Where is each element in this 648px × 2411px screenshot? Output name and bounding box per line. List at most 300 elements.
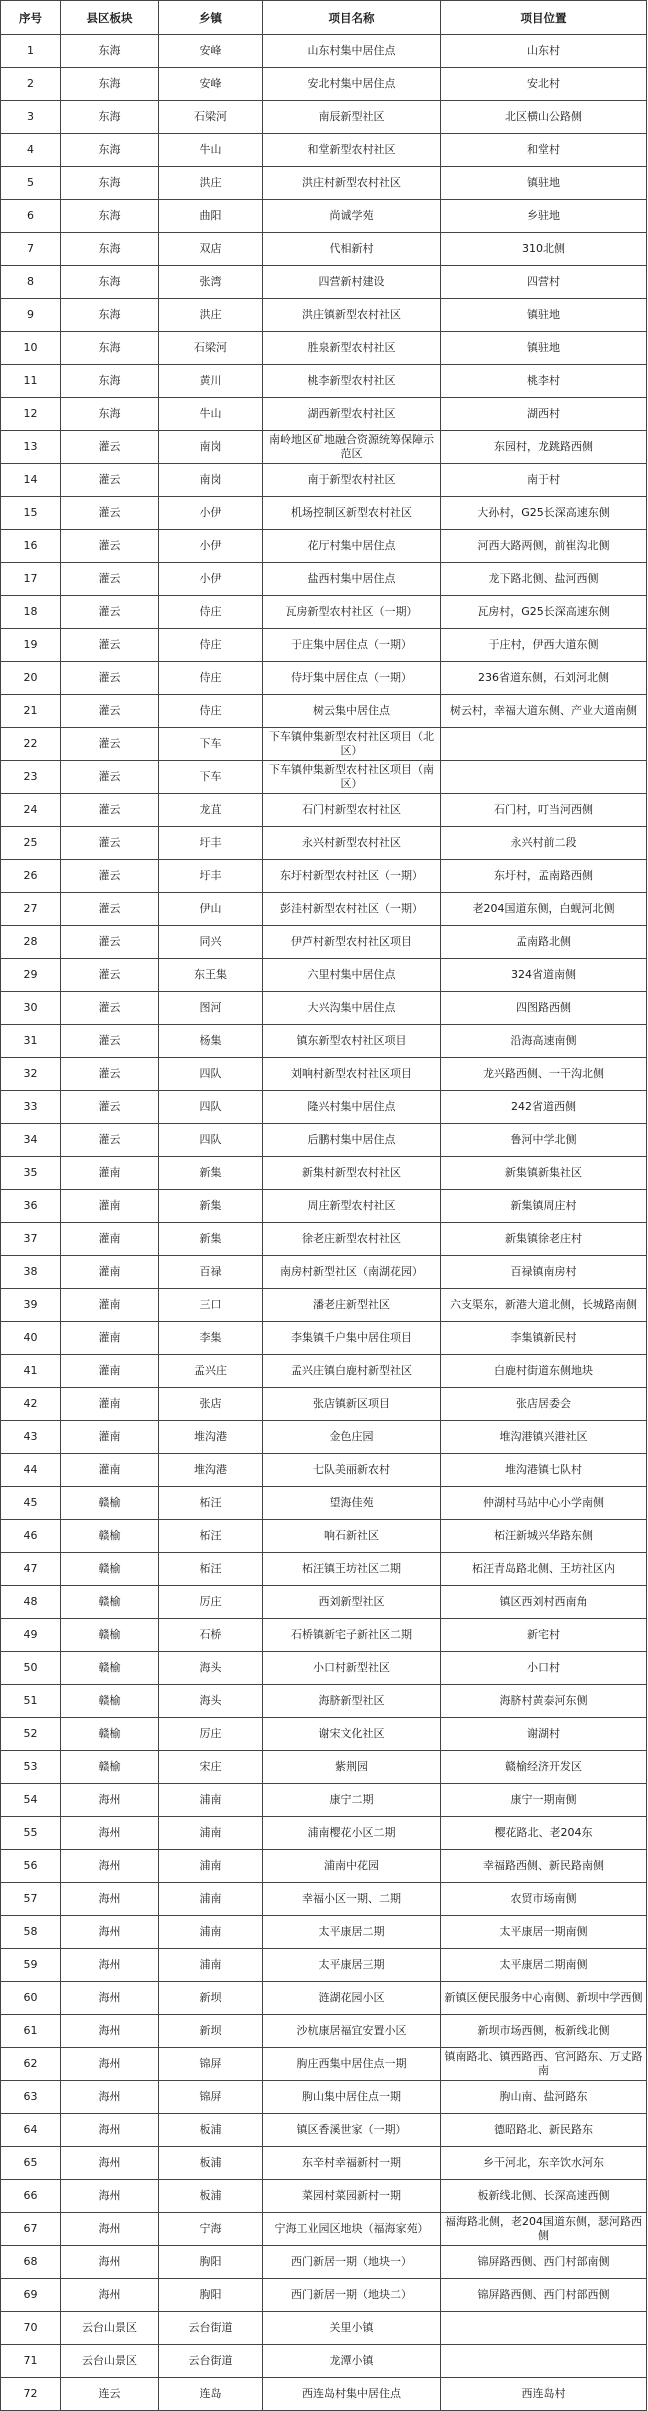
cell-index: 60 bbox=[1, 1982, 61, 2015]
table-row bbox=[1, 2312, 647, 2345]
cell-project-location: 新宅村 bbox=[441, 1619, 647, 1652]
cell-index: 2 bbox=[1, 68, 61, 101]
cell-project-name: 机场控制区新型农村社区 bbox=[263, 497, 441, 530]
cell-town: 宋庄 bbox=[159, 1751, 263, 1784]
cell-index: 8 bbox=[1, 266, 61, 299]
cell-county: 海州 bbox=[61, 1784, 159, 1817]
cell-project-name: 新集村新型农村社区 bbox=[263, 1157, 441, 1190]
table-row bbox=[1, 68, 647, 101]
cell-town: 南岗 bbox=[159, 431, 263, 464]
cell-town: 伊山 bbox=[159, 893, 263, 926]
table-row bbox=[1, 464, 647, 497]
cell-index: 40 bbox=[1, 1322, 61, 1355]
table-row bbox=[1, 1487, 647, 1520]
cell-project-location: 沿海高速南侧 bbox=[441, 1025, 647, 1058]
cell-town: 新集 bbox=[159, 1157, 263, 1190]
cell-project-location: 堆沟港镇兴港社区 bbox=[441, 1421, 647, 1454]
cell-project-name: 沙杭康居福宜安置小区 bbox=[263, 2015, 441, 2048]
cell-project-location: 东园村，龙跳路西侧 bbox=[441, 431, 647, 464]
cell-project-location: 百禄镇南房村 bbox=[441, 1256, 647, 1289]
cell-town: 板浦 bbox=[159, 2147, 263, 2180]
cell-town: 连岛 bbox=[159, 2378, 263, 2411]
cell-index: 35 bbox=[1, 1157, 61, 1190]
cell-index: 28 bbox=[1, 926, 61, 959]
cell-index: 20 bbox=[1, 662, 61, 695]
cell-project-location bbox=[441, 728, 647, 761]
cell-index: 57 bbox=[1, 1883, 61, 1916]
cell-project-location: 堆沟港镇七队村 bbox=[441, 1454, 647, 1487]
cell-county: 灌云 bbox=[61, 728, 159, 761]
cell-project-name: 尚诚学苑 bbox=[263, 200, 441, 233]
cell-project-name: 南房村新型社区（南湖花园） bbox=[263, 1256, 441, 1289]
cell-county: 东海 bbox=[61, 365, 159, 398]
cell-project-location: 新集镇新集社区 bbox=[441, 1157, 647, 1190]
cell-town: 四队 bbox=[159, 1124, 263, 1157]
cell-project-name: 幸福小区一期、二期 bbox=[263, 1883, 441, 1916]
cell-town: 黄川 bbox=[159, 365, 263, 398]
cell-project-name: 瓦房新型农村社区（一期） bbox=[263, 596, 441, 629]
cell-town: 小伊 bbox=[159, 563, 263, 596]
cell-project-name: 周庄新型农村社区 bbox=[263, 1190, 441, 1223]
cell-index: 69 bbox=[1, 2279, 61, 2312]
table-row bbox=[1, 332, 647, 365]
cell-project-location: 桃李村 bbox=[441, 365, 647, 398]
table-row bbox=[1, 1817, 647, 1850]
cell-town: 圩丰 bbox=[159, 827, 263, 860]
cell-project-name: 山东村集中居住点 bbox=[263, 35, 441, 68]
table-row bbox=[1, 2081, 647, 2114]
cell-project-location: 镇南路北、镇西路西、官河路东、万丈路南 bbox=[441, 2048, 647, 2081]
table-row bbox=[1, 1289, 647, 1322]
cell-project-name: 盐西村集中居住点 bbox=[263, 563, 441, 596]
cell-index: 33 bbox=[1, 1091, 61, 1124]
cell-project-location: 大孙村，G25长深高速东侧 bbox=[441, 497, 647, 530]
table-row bbox=[1, 1916, 647, 1949]
cell-project-name: 镇东新型农村社区项目 bbox=[263, 1025, 441, 1058]
cell-project-name: 响石新社区 bbox=[263, 1520, 441, 1553]
cell-town: 新坝 bbox=[159, 1982, 263, 2015]
table-row bbox=[1, 101, 647, 134]
cell-town: 新集 bbox=[159, 1190, 263, 1223]
cell-index: 70 bbox=[1, 2312, 61, 2345]
table-row bbox=[1, 398, 647, 431]
cell-town: 板浦 bbox=[159, 2114, 263, 2147]
cell-project-name: 伊芦村新型农村社区项目 bbox=[263, 926, 441, 959]
cell-project-location: 农贸市场南侧 bbox=[441, 1883, 647, 1916]
table-row bbox=[1, 1784, 647, 1817]
cell-index: 39 bbox=[1, 1289, 61, 1322]
cell-county: 东海 bbox=[61, 299, 159, 332]
table-row bbox=[1, 1388, 647, 1421]
cell-index: 27 bbox=[1, 893, 61, 926]
cell-project-location: 310北侧 bbox=[441, 233, 647, 266]
cell-index: 36 bbox=[1, 1190, 61, 1223]
cell-index: 48 bbox=[1, 1586, 61, 1619]
cell-index: 61 bbox=[1, 2015, 61, 2048]
cell-project-name: 东圩村新型农村社区（一期） bbox=[263, 860, 441, 893]
cell-town: 南岗 bbox=[159, 464, 263, 497]
cell-town: 浦南 bbox=[159, 1916, 263, 1949]
cell-index: 53 bbox=[1, 1751, 61, 1784]
cell-town: 小伊 bbox=[159, 530, 263, 563]
cell-index: 63 bbox=[1, 2081, 61, 2114]
cell-index: 68 bbox=[1, 2246, 61, 2279]
cell-project-location: 236省道东侧，石刘河北侧 bbox=[441, 662, 647, 695]
table-row bbox=[1, 200, 647, 233]
cell-county: 灌南 bbox=[61, 1421, 159, 1454]
cell-town: 曲阳 bbox=[159, 200, 263, 233]
table-row bbox=[1, 1685, 647, 1718]
table-row bbox=[1, 1322, 647, 1355]
cell-county: 灌南 bbox=[61, 1223, 159, 1256]
cell-county: 灌云 bbox=[61, 596, 159, 629]
cell-index: 58 bbox=[1, 1916, 61, 1949]
cell-project-name: 安北村集中居住点 bbox=[263, 68, 441, 101]
cell-county: 海州 bbox=[61, 2147, 159, 2180]
table-row bbox=[1, 1058, 647, 1091]
cell-town: 下车 bbox=[159, 761, 263, 794]
cell-town: 浦南 bbox=[159, 1949, 263, 1982]
cell-town: 板浦 bbox=[159, 2180, 263, 2213]
cell-project-location: 仲湖村马站中心小学南侧 bbox=[441, 1487, 647, 1520]
cell-project-location: 镇驻地 bbox=[441, 299, 647, 332]
cell-project-name: 龙潭小镇 bbox=[263, 2345, 441, 2378]
cell-project-location: 南于村 bbox=[441, 464, 647, 497]
cell-index: 12 bbox=[1, 398, 61, 431]
cell-county: 灌云 bbox=[61, 926, 159, 959]
cell-county: 灌云 bbox=[61, 827, 159, 860]
table-row bbox=[1, 992, 647, 1025]
cell-town: 四队 bbox=[159, 1058, 263, 1091]
cell-project-name: 花厅村集中居住点 bbox=[263, 530, 441, 563]
cell-town: 孟兴庄 bbox=[159, 1355, 263, 1388]
cell-county: 灌云 bbox=[61, 497, 159, 530]
table-row bbox=[1, 1652, 647, 1685]
cell-project-location: 李集镇新民村 bbox=[441, 1322, 647, 1355]
table-row bbox=[1, 1421, 647, 1454]
cell-index: 24 bbox=[1, 794, 61, 827]
cell-county: 东海 bbox=[61, 68, 159, 101]
table-row bbox=[1, 1124, 647, 1157]
cell-county: 灌云 bbox=[61, 662, 159, 695]
cell-project-name: 六里村集中居住点 bbox=[263, 959, 441, 992]
cell-county: 灌南 bbox=[61, 1256, 159, 1289]
cell-town: 海头 bbox=[159, 1652, 263, 1685]
cell-project-location: 老204国道东侧，白蚬河北侧 bbox=[441, 893, 647, 926]
cell-index: 55 bbox=[1, 1817, 61, 1850]
cell-county: 灌云 bbox=[61, 992, 159, 1025]
cell-project-name: 下车镇仲集新型农村社区项目（南区） bbox=[263, 761, 441, 794]
cell-project-location: 小口村 bbox=[441, 1652, 647, 1685]
cell-project-location: 树云村，幸福大道东侧、产业大道南侧 bbox=[441, 695, 647, 728]
table-row bbox=[1, 1982, 647, 2015]
cell-town: 双店 bbox=[159, 233, 263, 266]
header-county: 县区板块 bbox=[61, 1, 159, 35]
cell-project-location: 鲁河中学北侧 bbox=[441, 1124, 647, 1157]
cell-county: 灌南 bbox=[61, 1454, 159, 1487]
cell-county: 东海 bbox=[61, 233, 159, 266]
table-row bbox=[1, 563, 647, 596]
table-row bbox=[1, 1223, 647, 1256]
table-row bbox=[1, 695, 647, 728]
cell-index: 72 bbox=[1, 2378, 61, 2411]
cell-project-location: 龙兴路西侧、一干沟北侧 bbox=[441, 1058, 647, 1091]
table-row bbox=[1, 2279, 647, 2312]
cell-project-location: 于庄村，伊西大道东侧 bbox=[441, 629, 647, 662]
cell-county: 灌南 bbox=[61, 1289, 159, 1322]
cell-project-location: 乡干河北，东辛饮水河东 bbox=[441, 2147, 647, 2180]
cell-project-name: 徐老庄新型农村社区 bbox=[263, 1223, 441, 1256]
cell-index: 41 bbox=[1, 1355, 61, 1388]
cell-town: 安峰 bbox=[159, 68, 263, 101]
cell-project-location: 湖西村 bbox=[441, 398, 647, 431]
cell-county: 东海 bbox=[61, 101, 159, 134]
table-row bbox=[1, 860, 647, 893]
table-row bbox=[1, 2114, 647, 2147]
cell-county: 赣榆 bbox=[61, 1520, 159, 1553]
cell-town: 石梁河 bbox=[159, 332, 263, 365]
cell-town: 圩丰 bbox=[159, 860, 263, 893]
cell-project-name: 于庄集中居住点（一期） bbox=[263, 629, 441, 662]
cell-index: 34 bbox=[1, 1124, 61, 1157]
cell-town: 张湾 bbox=[159, 266, 263, 299]
cell-index: 3 bbox=[1, 101, 61, 134]
cell-project-location: 新坝市场西侧，板新线北侧 bbox=[441, 2015, 647, 2048]
cell-index: 17 bbox=[1, 563, 61, 596]
cell-county: 东海 bbox=[61, 332, 159, 365]
cell-index: 7 bbox=[1, 233, 61, 266]
cell-project-location: 海脐村黄泰河东侧 bbox=[441, 1685, 647, 1718]
cell-index: 9 bbox=[1, 299, 61, 332]
cell-county: 灌云 bbox=[61, 530, 159, 563]
table-row bbox=[1, 35, 647, 68]
cell-project-name: 太平康居三期 bbox=[263, 1949, 441, 1982]
cell-project-name: 石桥镇新宅子新社区二期 bbox=[263, 1619, 441, 1652]
cell-county: 海州 bbox=[61, 2081, 159, 2114]
cell-town: 侍庄 bbox=[159, 662, 263, 695]
cell-project-name: 树云集中居住点 bbox=[263, 695, 441, 728]
cell-town: 龙苴 bbox=[159, 794, 263, 827]
cell-project-location: 324省道南侧 bbox=[441, 959, 647, 992]
cell-project-name: 菜园村菜园新村一期 bbox=[263, 2180, 441, 2213]
cell-county: 海州 bbox=[61, 1982, 159, 2015]
table-row bbox=[1, 134, 647, 167]
cell-project-location: 西连岛村 bbox=[441, 2378, 647, 2411]
cell-project-name: 康宁二期 bbox=[263, 1784, 441, 1817]
cell-project-location: 德昭路北、新民路东 bbox=[441, 2114, 647, 2147]
cell-project-location: 安北村 bbox=[441, 68, 647, 101]
cell-town: 浦南 bbox=[159, 1784, 263, 1817]
cell-project-name: 洪庄村新型农村社区 bbox=[263, 167, 441, 200]
cell-county: 赣榆 bbox=[61, 1751, 159, 1784]
cell-town: 同兴 bbox=[159, 926, 263, 959]
cell-county: 灌云 bbox=[61, 629, 159, 662]
cell-county: 赣榆 bbox=[61, 1718, 159, 1751]
cell-project-name: 大兴沟集中居住点 bbox=[263, 992, 441, 1025]
table-row bbox=[1, 1355, 647, 1388]
cell-county: 赣榆 bbox=[61, 1652, 159, 1685]
table-row bbox=[1, 1586, 647, 1619]
cell-project-name: 望海佳苑 bbox=[263, 1487, 441, 1520]
cell-county: 海州 bbox=[61, 1817, 159, 1850]
cell-town: 杨集 bbox=[159, 1025, 263, 1058]
cell-project-location: 242省道西侧 bbox=[441, 1091, 647, 1124]
cell-project-location: 孟南路北侧 bbox=[441, 926, 647, 959]
cell-town: 厉庄 bbox=[159, 1718, 263, 1751]
cell-county: 海州 bbox=[61, 1883, 159, 1916]
table-row bbox=[1, 1157, 647, 1190]
table-row bbox=[1, 431, 647, 464]
cell-project-name: 南岭地区矿地融合资源统筹保障示范区 bbox=[263, 431, 441, 464]
cell-town: 牛山 bbox=[159, 398, 263, 431]
cell-project-location: 四图路西侧 bbox=[441, 992, 647, 1025]
cell-project-location: 镇区西刘村西南角 bbox=[441, 1586, 647, 1619]
cell-project-location bbox=[441, 2312, 647, 2345]
cell-project-name: 浦南中花园 bbox=[263, 1850, 441, 1883]
cell-index: 71 bbox=[1, 2345, 61, 2378]
cell-index: 23 bbox=[1, 761, 61, 794]
cell-county: 赣榆 bbox=[61, 1586, 159, 1619]
cell-project-name: 浦南樱花小区二期 bbox=[263, 1817, 441, 1850]
cell-county: 海州 bbox=[61, 2180, 159, 2213]
cell-project-location: 乡驻地 bbox=[441, 200, 647, 233]
cell-project-location: 瓦房村，G25长深高速东侧 bbox=[441, 596, 647, 629]
cell-index: 10 bbox=[1, 332, 61, 365]
cell-county: 海州 bbox=[61, 2048, 159, 2081]
cell-project-name: 下车镇仲集新型农村社区项目（北区） bbox=[263, 728, 441, 761]
cell-index: 59 bbox=[1, 1949, 61, 1982]
cell-town: 堆沟港 bbox=[159, 1454, 263, 1487]
cell-index: 45 bbox=[1, 1487, 61, 1520]
cell-county: 灌云 bbox=[61, 464, 159, 497]
cell-town: 三口 bbox=[159, 1289, 263, 1322]
cell-project-name: 朐山集中居住点一期 bbox=[263, 2081, 441, 2114]
table-row bbox=[1, 959, 647, 992]
cell-project-name: 胜泉新型农村社区 bbox=[263, 332, 441, 365]
cell-index: 44 bbox=[1, 1454, 61, 1487]
cell-index: 66 bbox=[1, 2180, 61, 2213]
cell-project-name: 洪庄镇新型农村社区 bbox=[263, 299, 441, 332]
cell-project-name: 孟兴庄镇白鹿村新型社区 bbox=[263, 1355, 441, 1388]
cell-town: 石桥 bbox=[159, 1619, 263, 1652]
table-row bbox=[1, 497, 647, 530]
cell-town: 新坝 bbox=[159, 2015, 263, 2048]
cell-project-location: 康宁一期南侧 bbox=[441, 1784, 647, 1817]
cell-project-name: 紫荆园 bbox=[263, 1751, 441, 1784]
table-row bbox=[1, 1751, 647, 1784]
cell-index: 16 bbox=[1, 530, 61, 563]
cell-county: 灌云 bbox=[61, 431, 159, 464]
cell-project-name: 永兴村新型农村社区 bbox=[263, 827, 441, 860]
cell-county: 海州 bbox=[61, 1916, 159, 1949]
table-row bbox=[1, 2213, 647, 2246]
cell-county: 海州 bbox=[61, 2279, 159, 2312]
cell-project-name: 湖西新型农村社区 bbox=[263, 398, 441, 431]
cell-town: 张店 bbox=[159, 1388, 263, 1421]
cell-project-location: 锦屏路西侧、西门村部南侧 bbox=[441, 2246, 647, 2279]
cell-county: 云台山景区 bbox=[61, 2345, 159, 2378]
cell-project-location: 幸福路西侧、新民路南侧 bbox=[441, 1850, 647, 1883]
cell-town: 朐阳 bbox=[159, 2246, 263, 2279]
cell-county: 海州 bbox=[61, 2015, 159, 2048]
cell-county: 海州 bbox=[61, 1949, 159, 1982]
cell-county: 灌云 bbox=[61, 959, 159, 992]
cell-project-location: 东圩村，孟南路西侧 bbox=[441, 860, 647, 893]
cell-index: 51 bbox=[1, 1685, 61, 1718]
cell-county: 连云 bbox=[61, 2378, 159, 2411]
cell-town: 厉庄 bbox=[159, 1586, 263, 1619]
cell-county: 灌云 bbox=[61, 1058, 159, 1091]
cell-index: 38 bbox=[1, 1256, 61, 1289]
cell-project-name: 西连岛村集中居住点 bbox=[263, 2378, 441, 2411]
table-row bbox=[1, 365, 647, 398]
cell-project-location: 樱花路北、老204东 bbox=[441, 1817, 647, 1850]
table-row bbox=[1, 1520, 647, 1553]
cell-project-location: 柘汪新城兴华路东侧 bbox=[441, 1520, 647, 1553]
cell-county: 海州 bbox=[61, 2213, 159, 2246]
table-row bbox=[1, 2147, 647, 2180]
cell-project-name: 南辰新型社区 bbox=[263, 101, 441, 134]
cell-index: 42 bbox=[1, 1388, 61, 1421]
table-row bbox=[1, 1883, 647, 1916]
cell-project-name: 石门村新型农村社区 bbox=[263, 794, 441, 827]
cell-index: 18 bbox=[1, 596, 61, 629]
table-row bbox=[1, 1025, 647, 1058]
table-row bbox=[1, 2048, 647, 2081]
cell-project-location: 谢湖村 bbox=[441, 1718, 647, 1751]
cell-town: 四队 bbox=[159, 1091, 263, 1124]
cell-index: 22 bbox=[1, 728, 61, 761]
cell-town: 浦南 bbox=[159, 1850, 263, 1883]
cell-town: 东王集 bbox=[159, 959, 263, 992]
cell-county: 灌南 bbox=[61, 1322, 159, 1355]
cell-index: 26 bbox=[1, 860, 61, 893]
cell-index: 43 bbox=[1, 1421, 61, 1454]
table-row bbox=[1, 761, 647, 794]
cell-county: 海州 bbox=[61, 2114, 159, 2147]
cell-project-location: 新集镇徐老庄村 bbox=[441, 1223, 647, 1256]
cell-index: 21 bbox=[1, 695, 61, 728]
cell-index: 47 bbox=[1, 1553, 61, 1586]
table-row bbox=[1, 1850, 647, 1883]
cell-town: 新集 bbox=[159, 1223, 263, 1256]
cell-county: 赣榆 bbox=[61, 1685, 159, 1718]
cell-project-location: 新镇区便民服务中心南侧、新坝中学西侧 bbox=[441, 1982, 647, 2015]
cell-county: 灌云 bbox=[61, 1124, 159, 1157]
cell-town: 堆沟港 bbox=[159, 1421, 263, 1454]
table-row bbox=[1, 1619, 647, 1652]
cell-project-name: 涟湖花园小区 bbox=[263, 1982, 441, 2015]
cell-project-location: 张店居委会 bbox=[441, 1388, 647, 1421]
cell-index: 31 bbox=[1, 1025, 61, 1058]
cell-project-location bbox=[441, 2345, 647, 2378]
table-row bbox=[1, 728, 647, 761]
table-row bbox=[1, 266, 647, 299]
cell-index: 5 bbox=[1, 167, 61, 200]
cell-project-location: 山东村 bbox=[441, 35, 647, 68]
table-row bbox=[1, 167, 647, 200]
cell-project-name: 朐庄西集中居住点一期 bbox=[263, 2048, 441, 2081]
cell-town: 宁海 bbox=[159, 2213, 263, 2246]
table-row bbox=[1, 530, 647, 563]
cell-index: 13 bbox=[1, 431, 61, 464]
table-row bbox=[1, 1091, 647, 1124]
cell-town: 石梁河 bbox=[159, 101, 263, 134]
cell-project-name: 小口村新型社区 bbox=[263, 1652, 441, 1685]
cell-project-location: 板新线北侧、长深高速西侧 bbox=[441, 2180, 647, 2213]
table-row bbox=[1, 1256, 647, 1289]
cell-county: 云台山景区 bbox=[61, 2312, 159, 2345]
